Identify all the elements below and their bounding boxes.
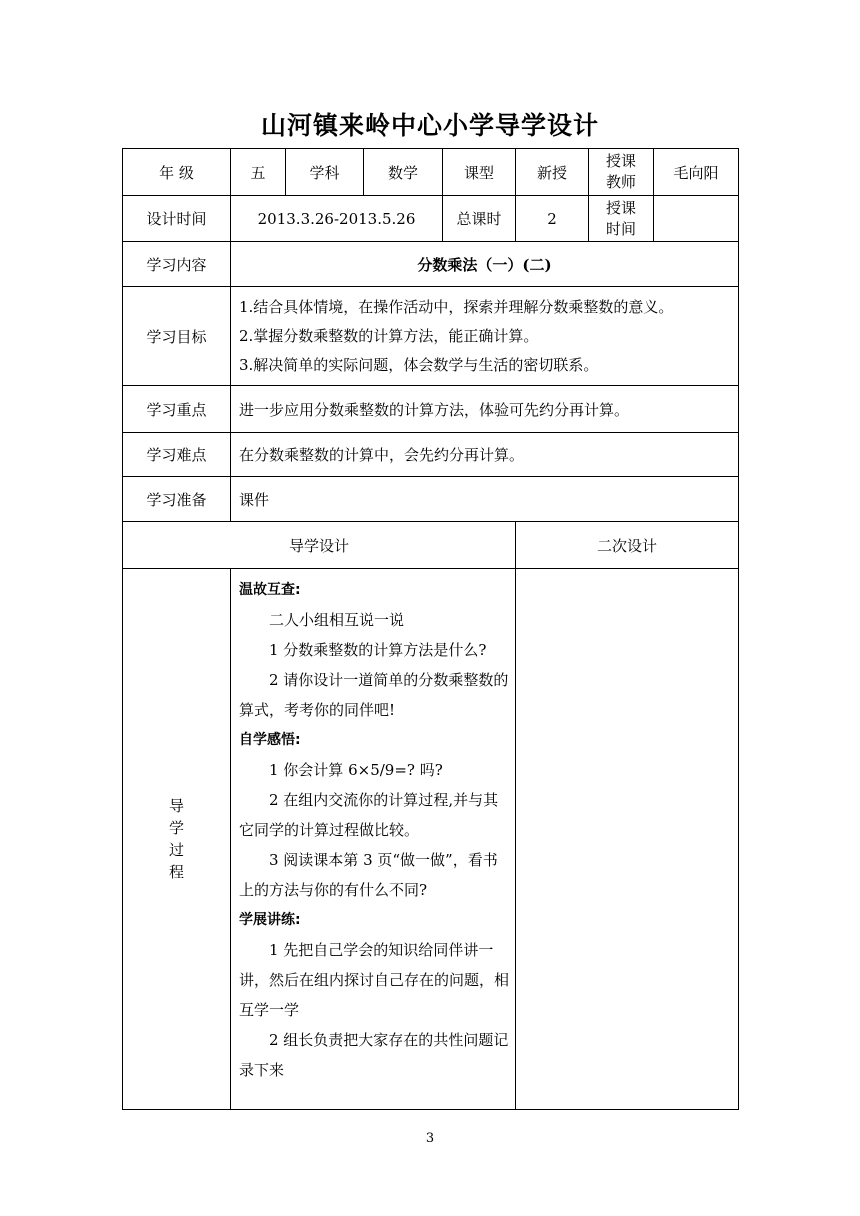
difficulty-row (123, 433, 739, 477)
preparation-value: 课件 (231, 477, 739, 522)
grade-label: 年 级 (123, 149, 231, 196)
content-row (123, 242, 739, 287)
key-point-label: 学习重点 (123, 386, 231, 433)
total-hours-label: 总课时 (443, 196, 516, 242)
review-line-3: 2 请你设计一道简单的分数乘整数的算式，考考你的同伴吧! (239, 671, 509, 719)
total-hours-value: 2 (516, 196, 589, 242)
type-label: 课型 (443, 149, 516, 196)
design-header-row (123, 522, 739, 569)
second-design-cell (516, 569, 739, 1110)
process-label (123, 569, 231, 1110)
self-line-2: 2 在组内交流你的计算过程,并与其它同学的计算过程做比较。 (239, 791, 499, 839)
review-line-2: 1 分数乘整数的计算方法是什么? (269, 641, 487, 659)
design-time-label: 设计时间 (123, 196, 231, 242)
difficulty-value: 在分数乘整数的计算中，会先约分再计算。 (231, 433, 739, 477)
process-label-char-4: 程 (168, 863, 184, 881)
key-point-row (123, 386, 739, 433)
self-line-1: 1 你会计算 6×5/9=? 吗? (269, 761, 443, 779)
teacher-label (589, 149, 654, 196)
process-row (123, 569, 739, 1110)
goal-item-1: 1.结合具体情境，在操作活动中，探索并理解分数乘整数的意义。 (239, 297, 674, 316)
second-design-header: 二次设计 (516, 522, 739, 569)
page-number: 3 (425, 1131, 435, 1146)
practice-line-2: 2 组长负责把大家存在的共性问题记录下来 (239, 1031, 509, 1079)
process-label-char-2: 学 (168, 819, 184, 837)
process-label-char-3: 过 (168, 841, 184, 859)
preparation-row (123, 477, 739, 522)
teacher-label-line1: 授课 (605, 152, 636, 170)
goal-item-3: 3.解决简单的实际问题，体会数学与生活的密切联系。 (239, 355, 599, 374)
info-row-time (123, 196, 739, 242)
goal-item-2: 2.掌握分数乘整数的计算方法，能正确计算。 (239, 326, 539, 345)
key-point-value: 进一步应用分数乘整数的计算方法，体验可先约分再计算。 (231, 386, 739, 433)
class-time-label-line2: 时间 (605, 219, 636, 238)
page-title: 山河镇来岭中心小学导学设计 (260, 111, 599, 140)
review-line-1: 二人小组相互说一说 (269, 611, 405, 629)
content-label: 学习内容 (123, 242, 231, 287)
practice-heading: 学展讲练: (239, 912, 301, 928)
class-time-value (654, 196, 739, 242)
review-heading: 温故互查: (239, 582, 301, 598)
process-label-char-1: 导 (168, 797, 184, 815)
guide-design-header: 导学设计 (123, 522, 516, 569)
goals-list (231, 287, 739, 386)
grade-value: 五 (231, 149, 286, 196)
preparation-label: 学习准备 (123, 477, 231, 522)
process-content (231, 569, 516, 1110)
difficulty-label: 学习难点 (123, 433, 231, 477)
type-value: 新授 (516, 149, 589, 196)
design-time-value: 2013.3.26-2013.5.26 (231, 196, 443, 242)
teacher-value: 毛向阳 (654, 149, 739, 196)
class-time-label-line1: 授课 (605, 198, 636, 217)
content-value: 分数乘法（一）(二) (231, 242, 739, 287)
self-line-3: 3 阅读课本第 3 页“做一做”，看书上的方法与你的有什么不同? (239, 851, 498, 899)
lesson-design-table (122, 148, 739, 1110)
practice-line-1: 1 先把自己学会的知识给同伴讲一讲，然后在组内探讨自己存在的问题，相互学一学 (239, 941, 510, 1019)
teacher-label-line2: 教师 (605, 173, 636, 191)
goals-label: 学习目标 (123, 287, 231, 386)
class-time-label (589, 196, 654, 242)
self-heading: 自学感悟: (239, 732, 301, 748)
goals-row (123, 287, 739, 386)
info-row-grade (123, 149, 739, 196)
subject-label: 学科 (286, 149, 364, 196)
subject-value: 数学 (364, 149, 443, 196)
